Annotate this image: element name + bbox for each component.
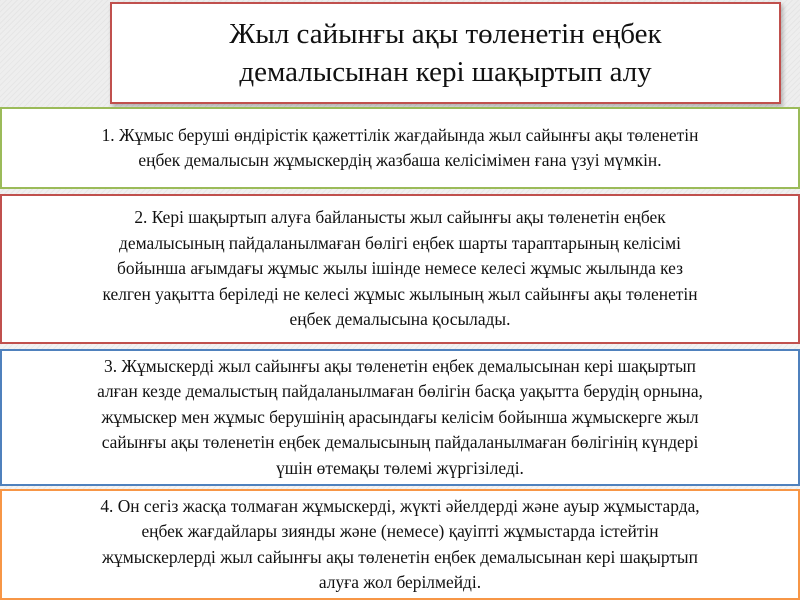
point-2-box (0, 194, 800, 344)
point-2-text: 2. Кері шақыртып алуға байланысты жыл сайынғы ақы төленетін еңбек демалысының пайдаланылмаған бөлігі еңбек шарты тараптарының келісімі бойынша ағымдағы жұмыс жылы ішінде немесе келесі жұмыс жылында кез келген уақытта беріледі не келесі жұмыс жылының жыл сайынғы ақы төленетін еңбек демалысына қосылады. (102, 207, 698, 330)
title-box (110, 2, 781, 104)
point-3-text: 3. Жұмыскерді жыл сайынғы ақы төленетін еңбек демалысынан кері шақыртып алған кезде демалыстың пайдаланылмаған бөлігін басқа уақытта берудің орнына, жұмыскер мен жұмыс берушінің арасындағы келісім бойынша жұмыскерге жыл сайынғы ақы төленетін еңбек демалысының пайдаланылмаған бөлігінің күндері үшін өтемақы төлемі жүргізіледі. (97, 355, 703, 478)
point-4-text: 4. Он сегіз жасқа толмаған жұмыскерді, жүкті әйелдерді және ауыр жұмыстарда, еңбек жағдайлары зиянды және (немесе) қауіпті жұмыстарда істейтін жұмыскерлерді жыл сайынғы ақы төленетін еңбек демалысынан кері шақыртып алуға жол берілмейді. (100, 495, 700, 592)
point-4-box (0, 489, 800, 600)
point-1-box (0, 107, 800, 189)
point-1-text: 1. Жұмыс беруші өндірістік қажеттілік жағдайында жыл сайынғы ақы төленетін еңбек демалысын жұмыскердің жазбаша келісімімен ғана үзуі мүмкін. (101, 124, 699, 170)
point-3-box (0, 349, 800, 486)
slide-title: Жыл сайынғы ақы төленетін еңбек демалысынан кері шақыртып алу (229, 18, 662, 88)
